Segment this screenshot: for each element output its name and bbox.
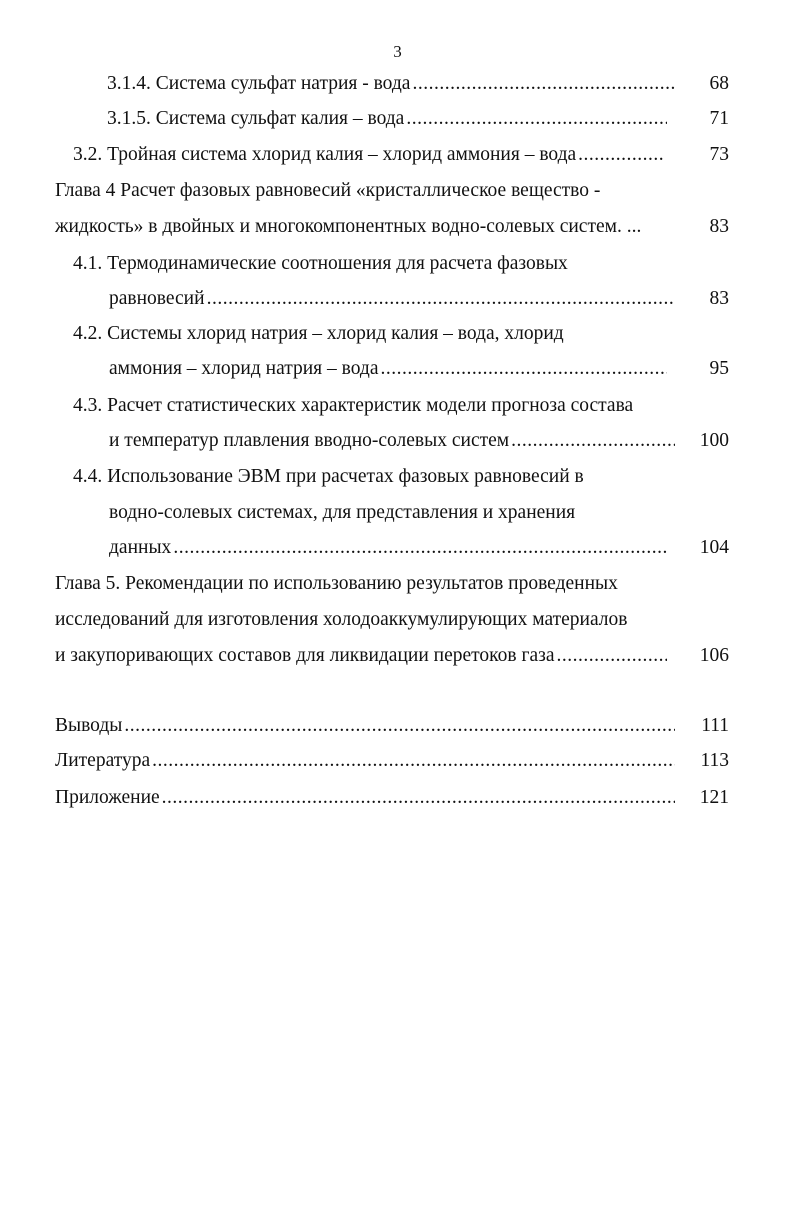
page-number: 3 [393,42,402,61]
toc-entry-4-1-line-1: 4.1. Термодинамические соотношения для расчета фазовых [73,253,568,274]
toc-page-number: 113 [700,750,729,771]
toc-entry-4-4-line-1: 4.4. Использование ЭВМ при расчетах фазовых равновесий в [73,466,584,487]
leader-dots [207,286,675,312]
toc-entry-4-2-line-2 [109,356,667,382]
leader-dots [380,356,667,382]
toc-entry-title: 3.1.5. Система сульфат калия – вода [107,108,405,129]
toc-chapter-4-line-2: жидкость» в двойных и многокомпонентных водно-солевых систем. ... [55,216,642,237]
toc-page-number: 95 [709,358,729,379]
toc-entry-title: данных [109,537,172,558]
leader-dots [511,428,675,454]
toc-page-number: 73 [709,144,729,165]
toc-page-number: 104 [699,537,729,558]
toc-page-number: 68 [709,73,729,94]
toc-entry-title: 3.2. Тройная система хлорид калия – хлорид аммония – вода [73,144,577,165]
toc-entry-4-4-line-2: водно-солевых системах, для представления и хранения [109,502,576,523]
toc-page-number: 106 [699,645,729,666]
toc-entry-title: и закупоривающих составов для ликвидации перетоков газа [55,645,555,666]
leader-dots [556,643,667,669]
toc-chapter-5-line-3 [55,643,667,669]
leader-dots [412,71,675,97]
toc-entry-4-4-line-3 [109,535,667,561]
toc-entry-title: и температур плавления вводно-солевых систем [109,430,510,451]
leader-dots [162,785,675,811]
toc-entry-4-3-line-2 [109,428,675,454]
toc-page-number: 121 [699,787,729,808]
toc-chapter-5-line-1: Глава 5. Рекомендации по использованию результатов проведенных [55,573,618,594]
toc-chapter-4-line-1: Глава 4 Расчет фазовых равновесий «кристаллическое вещество - [55,180,601,201]
toc-entry-literature [55,748,675,774]
toc-page-number: 111 [701,715,729,736]
toc-page-number: 83 [709,216,729,237]
toc-entry-4-2-line-1: 4.2. Системы хлорид натрия – хлорид калия – вода, хлорид [73,323,564,344]
leader-dots [578,142,663,168]
toc-chapter-5-line-2: исследований для изготовления холодоаккумулирующих материалов [55,609,628,630]
toc-entry-3-2 [73,142,663,168]
toc-entry-appendix [55,785,675,811]
leader-dots [173,535,667,561]
leader-dots [124,713,675,739]
toc-entry-title: аммония – хлорид натрия – вода [109,358,379,379]
toc-entry-conclusions [55,713,675,739]
toc-entry-title: Литература [55,750,151,771]
toc-entry-3-1-5 [107,106,667,132]
toc-page-number: 71 [709,108,729,129]
toc-entry-title: 3.1.4. Система сульфат натрия - вода [107,73,411,94]
toc-entry-title: Приложение [55,787,160,808]
toc-entry-3-1-4 [107,71,675,97]
leader-dots [406,106,667,132]
toc-page-number: 100 [699,430,729,451]
toc-page-number: 83 [709,288,729,309]
toc-entry-4-1-line-2 [109,286,675,312]
toc-entry-title: Выводы [55,715,123,736]
toc-entry-4-3-line-1: 4.3. Расчет статистических характеристик модели прогноза состава [73,395,634,416]
leader-dots [152,748,675,774]
toc-entry-title: равновесий [109,288,205,309]
